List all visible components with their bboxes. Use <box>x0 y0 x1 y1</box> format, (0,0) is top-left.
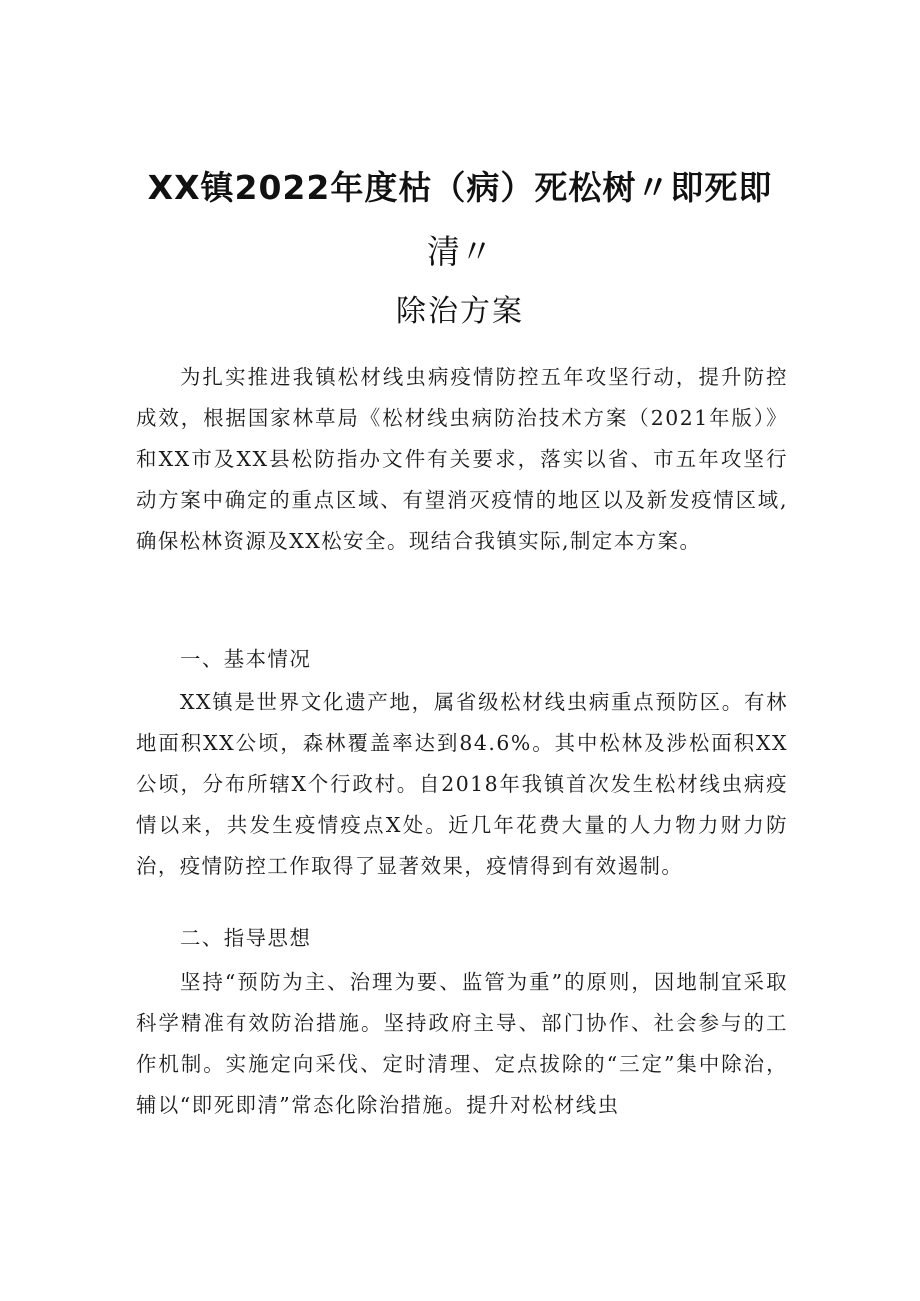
section-heading-guiding-ideology: 二、指导思想 <box>180 926 312 950</box>
document-title-line-3: 除治方案 <box>396 294 524 329</box>
section-heading-basic-situation: 一、基本情况 <box>180 647 312 671</box>
intro-paragraph: 为扎实推进我镇松材线虫病疫情防控五年攻坚行动，提升防控成效，根据国家林草局《松材线虫病防治技术方案（2021年版）》和XX市及XX县松防指办文件有关要求，落实以省、市五年攻坚行动方案中确定的重点区域、有望消灭疫情的地区以及新发疫情区域,确保松林资源及XX松安全。现结合我镇实际,制定本方案。 <box>136 365 788 553</box>
basic-situation-paragraph: XX镇是世界文化遗产地，属省级松材线虫病重点预防区。有林地面积XX公顷，森林覆盖率达到84.6%。其中松林及涉松面积XX公顷，分布所辖X个行政村。自2018年我镇首次发生松材线虫病疫情以来，共发生疫情疫点X处。近几年花费大量的人力物力财力防治，疫情防控工作取得了显著效果，疫情得到有效遏制。 <box>136 690 788 878</box>
document-title-line-1: XX镇2022年度枯（病）死松树〃即死即 <box>147 168 773 207</box>
guiding-ideology-paragraph: 坚持“预防为主、治理为要、监管为重”的原则，因地制宜采取科学精准有效防治措施。坚持政府主导、部门协作、社会参与的工作机制。实施定向采伐、定时清理、定点拔除的“三定”集中除治，辅以“即死即清”常态化除治措施。提升对松材线虫 <box>136 970 788 1117</box>
document-title-line-2: 清〃 <box>427 232 493 271</box>
